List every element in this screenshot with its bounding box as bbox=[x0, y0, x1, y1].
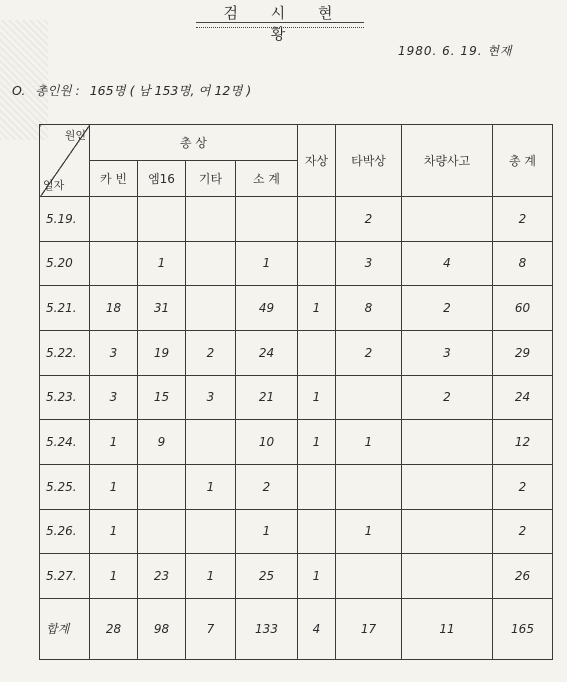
table-cell: 133 bbox=[236, 598, 298, 659]
table-cell bbox=[336, 464, 402, 509]
table-cell bbox=[138, 464, 186, 509]
table-cell: 28 bbox=[90, 598, 138, 659]
corner-cause-label: 원인 bbox=[64, 129, 86, 142]
table-cell: 1 bbox=[336, 509, 402, 554]
table-row bbox=[40, 375, 553, 420]
table-cell bbox=[336, 554, 402, 599]
row-date: 5.21. bbox=[40, 286, 90, 331]
table-cell: 1 bbox=[90, 420, 138, 465]
table-cell bbox=[186, 241, 236, 286]
summary-label: 총인원 : bbox=[35, 83, 80, 98]
table-cell: 2 bbox=[336, 197, 402, 242]
table-cell: 18 bbox=[90, 286, 138, 331]
corner-header bbox=[40, 125, 90, 197]
table-cell bbox=[402, 197, 493, 242]
table-cell: 1 bbox=[90, 509, 138, 554]
table-cell: 2 bbox=[186, 330, 236, 375]
table-cell bbox=[186, 286, 236, 331]
table-row bbox=[40, 197, 553, 242]
table-cell: 25 bbox=[236, 554, 298, 599]
table-cell: 24 bbox=[493, 375, 553, 420]
table-cell: 1 bbox=[298, 554, 336, 599]
bruise-header: 타박상 bbox=[336, 125, 402, 197]
m16-header: 엠16 bbox=[138, 161, 186, 197]
scan-noise bbox=[0, 20, 48, 140]
other-gun-header: 기타 bbox=[186, 161, 236, 197]
report-date: 1980. 6. 19. 현재 bbox=[398, 44, 513, 58]
table-cell bbox=[402, 464, 493, 509]
table-cell: 8 bbox=[336, 286, 402, 331]
grand-total-header: 총 계 bbox=[493, 125, 553, 197]
table-cell: 49 bbox=[236, 286, 298, 331]
table-body bbox=[40, 197, 553, 660]
summary-value: 165명 ( 남 153명, 여 12명 ) bbox=[89, 83, 252, 98]
row-date: 5.23. bbox=[40, 375, 90, 420]
table-cell: 9 bbox=[138, 420, 186, 465]
table-cell: 1 bbox=[90, 464, 138, 509]
row-date: 합계 bbox=[40, 598, 90, 659]
table-cell: 1 bbox=[186, 554, 236, 599]
table-cell: 15 bbox=[138, 375, 186, 420]
table-row bbox=[40, 509, 553, 554]
table-cell: 2 bbox=[493, 509, 553, 554]
row-date: 5.27. bbox=[40, 554, 90, 599]
table-row bbox=[40, 598, 553, 659]
table-cell: 1 bbox=[298, 375, 336, 420]
table-cell bbox=[298, 464, 336, 509]
row-date: 5.25. bbox=[40, 464, 90, 509]
table-cell: 60 bbox=[493, 286, 553, 331]
table-cell bbox=[90, 197, 138, 242]
table-cell: 4 bbox=[402, 241, 493, 286]
table-cell: 21 bbox=[236, 375, 298, 420]
table-cell: 2 bbox=[402, 375, 493, 420]
carbine-header: 카 빈 bbox=[90, 161, 138, 197]
table-cell: 1 bbox=[236, 509, 298, 554]
table-cell: 98 bbox=[138, 598, 186, 659]
table-cell: 2 bbox=[402, 286, 493, 331]
table-cell bbox=[336, 375, 402, 420]
row-date: 5.22. bbox=[40, 330, 90, 375]
table-cell bbox=[298, 330, 336, 375]
table-cell: 3 bbox=[90, 375, 138, 420]
table-cell: 4 bbox=[298, 598, 336, 659]
table-cell bbox=[402, 554, 493, 599]
row-date: 5.24. bbox=[40, 420, 90, 465]
table-cell: 2 bbox=[493, 197, 553, 242]
table-cell: 1 bbox=[298, 286, 336, 331]
autopsy-table bbox=[39, 124, 553, 660]
table-cell: 2 bbox=[336, 330, 402, 375]
table-cell: 3 bbox=[336, 241, 402, 286]
table-cell: 3 bbox=[186, 375, 236, 420]
corner-date-label: 일자 bbox=[43, 179, 65, 192]
table-cell: 1 bbox=[298, 420, 336, 465]
table-cell: 1 bbox=[90, 554, 138, 599]
table-cell: 3 bbox=[402, 330, 493, 375]
table-cell bbox=[298, 197, 336, 242]
table-cell: 17 bbox=[336, 598, 402, 659]
table-cell: 8 bbox=[493, 241, 553, 286]
table-cell: 7 bbox=[186, 598, 236, 659]
table-cell: 24 bbox=[236, 330, 298, 375]
document-title: 검 시 현 황 bbox=[223, 4, 347, 43]
table-cell bbox=[138, 197, 186, 242]
table-cell: 19 bbox=[138, 330, 186, 375]
table-cell: 1 bbox=[186, 464, 236, 509]
table-cell bbox=[186, 197, 236, 242]
table-cell bbox=[402, 509, 493, 554]
table-cell: 31 bbox=[138, 286, 186, 331]
row-date: 5.26. bbox=[40, 509, 90, 554]
table-cell: 23 bbox=[138, 554, 186, 599]
subtotal-header: 소 계 bbox=[236, 161, 298, 197]
table-cell bbox=[236, 197, 298, 242]
table-cell: 2 bbox=[493, 464, 553, 509]
table-cell: 26 bbox=[493, 554, 553, 599]
stab-header: 자상 bbox=[298, 125, 336, 197]
table-cell bbox=[138, 509, 186, 554]
gunshot-header: 총 상 bbox=[90, 125, 298, 161]
table-row bbox=[40, 286, 553, 331]
table-row bbox=[40, 554, 553, 599]
row-date: 5.19. bbox=[40, 197, 90, 242]
table-cell: 11 bbox=[402, 598, 493, 659]
table-cell: 1 bbox=[336, 420, 402, 465]
summary-prefix: O. bbox=[12, 83, 26, 98]
table-cell bbox=[186, 420, 236, 465]
table-cell: 3 bbox=[90, 330, 138, 375]
title-underline bbox=[196, 22, 364, 28]
table-cell: 10 bbox=[236, 420, 298, 465]
table-cell: 2 bbox=[236, 464, 298, 509]
table-cell bbox=[186, 509, 236, 554]
table-cell: 29 bbox=[493, 330, 553, 375]
total-summary bbox=[12, 81, 257, 99]
vehicle-accident-header: 차량사고 bbox=[402, 125, 493, 197]
table-row bbox=[40, 330, 553, 375]
table-cell bbox=[402, 420, 493, 465]
table-cell: 1 bbox=[236, 241, 298, 286]
table-row bbox=[40, 241, 553, 286]
table-cell bbox=[298, 241, 336, 286]
table-cell: 165 bbox=[493, 598, 553, 659]
row-date: 5.20 bbox=[40, 241, 90, 286]
table-cell bbox=[90, 241, 138, 286]
table-row bbox=[40, 420, 553, 465]
table-cell bbox=[298, 509, 336, 554]
table-cell: 12 bbox=[493, 420, 553, 465]
table-cell: 1 bbox=[138, 241, 186, 286]
table-row bbox=[40, 464, 553, 509]
